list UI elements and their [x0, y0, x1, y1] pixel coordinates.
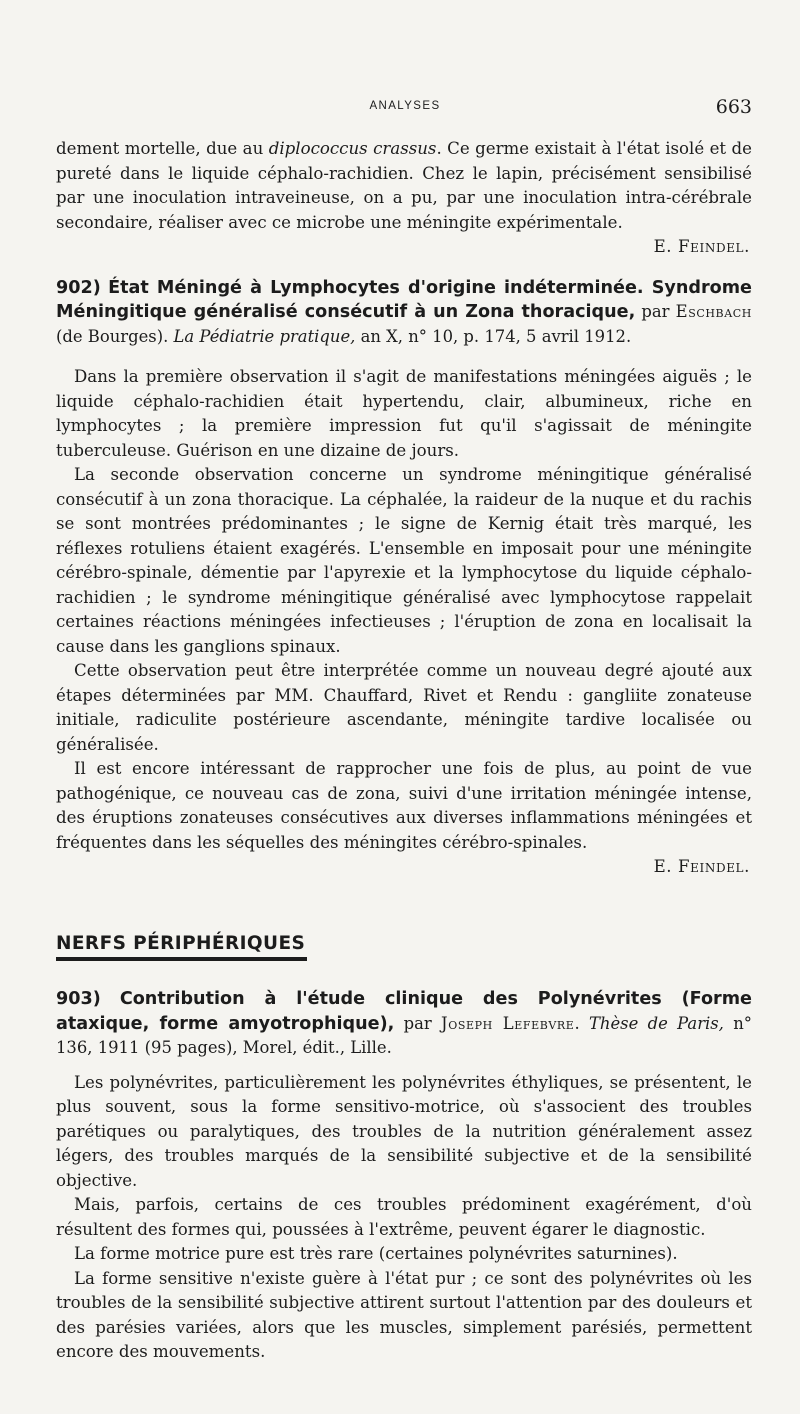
entry-903-heading: 903) Contribution à l'étude clinique des Polynévrites (Forme ataxique, forme amyotrophique), par Joseph Lefebvre. Thèse de Paris, n° 136, 1911 (95 pages), Morel, édit., Lille.: [56, 989, 752, 1057]
entry-903-number: 903): [56, 989, 101, 1009]
entry-902-number: 902): [56, 277, 101, 298]
signature-1: E. Feindel.: [653, 237, 750, 256]
abstract-paragraph: Dans la première observation il s'agit de manifestations méningées aiguës ; le liquide céphalo-rachidien était hypertendu, clair, albumineux, riche en lymphocytes ; la première impression fut qu'il s'agissait de méningite tuberculeuse. Guérison en une dizaine de jours.: [56, 367, 752, 460]
running-title: ANALYSES: [369, 100, 441, 112]
entry-903-abstract: [56, 1071, 752, 1365]
continuation-text-start: dement mortelle, due au: [56, 139, 269, 158]
entry-902: [56, 276, 752, 880]
continuation-paragraph: [56, 137, 752, 235]
abstract-paragraph: La forme sensitive n'existe guère à l'état pur ; ce sont des polynévrites où les troubles de la sensibilité subjective attirent surtout l'attention par des douleurs et des parésies variées, alors que les muscles, simplement parésiés, permettent encore des mouvements.: [56, 1268, 752, 1361]
entry-902-details: an X, n° 10, p. 174, 5 avril 1912.: [355, 326, 632, 346]
entry-903-title: Contribution à l'étude clinique des Polynévrites (Forme ataxique, forme amyotrophique),: [56, 989, 752, 1034]
abstract-paragraph: La forme motrice pure est très rare (certaines polynévrites saturnines).: [74, 1244, 678, 1263]
entry-902-author: Eschbach: [675, 302, 752, 321]
section-heading: NERFS PÉRIPHÉRIQUES: [56, 932, 307, 962]
abstract-paragraph: Les polynévrites, particulièrement les polynévrites éthyliques, se présentent, le plus souvent, sous la forme sensitivo-motrice, où s'associent des troubles parétiques ou paralytiques, des troubles de la nutrition généralement assez légers, des troubles marqués de la sensibilité subjective et de la sensibilité objective.: [56, 1072, 752, 1190]
germ-name: diplococcus crassus: [268, 139, 437, 158]
continuation-text-rest: . Ce germe existait à l'état isolé et de pureté dans le liquide céphalo-rachidien. Chez le lapin, précisément sensibilisé par une inoculation intraveineuse, on a pu, par une inoculation intra-cérébrale secondaire, réaliser avec ce microbe une méningite expérimentale.: [56, 139, 752, 232]
abstract-paragraph: Cette observation peut être interprétée comme un nouveau degré ajouté aux étapes déterminées par MM. Chauffard, Rivet et Rendu : gangliite zonateuse initiale, radiculite postérieure ascendante, méningite tardive localisée ou généralisée.: [56, 661, 752, 754]
page-number: 663: [715, 96, 752, 118]
entry-902-title: État Méningé à Lymphocytes d'origine indéterminée. Syndrome Méningitique généralisé consécutif à un Zona thoracique,: [56, 277, 752, 322]
entry-902-abstract: [56, 365, 752, 855]
running-header: [58, 96, 752, 124]
abstract-paragraph: Mais, parfois, certains de ces troubles prédominent exagérément, d'où résultent des formes qui, poussées à l'extrême, peuvent égarer le diagnostic.: [56, 1195, 752, 1239]
abstract-paragraph: La seconde observation concerne un syndrome méningitique généralisé consécutif à un zona thoracique. La céphalée, la raideur de la nuque et du rachis se sont montrées prédominantes ; le signe de Kernig était très marqué, les réflexes rotuliens étaient exagérés. L'ensemble en imposait pour une méningite cérébro-spinale, démentie par l'apyrexie et la lymphocytose du liquide céphalo-rachidien ; le syndrome méningitique généralisé avec lymphocytose rappelait certaines réactions méningées infectieuses ; l'éruption de zona en localisait la cause dans les ganglions spinaux.: [56, 465, 752, 656]
entry-903-details: n° 136, 1911 (95 pages), Morel, édit., Lille.: [56, 1013, 752, 1057]
entry-902-journal: La Pédiatrie pratique,: [173, 326, 356, 346]
signature-2: E. Feindel.: [653, 857, 750, 876]
entry-903-author: Joseph Lefebvre: [441, 1013, 575, 1033]
entry-902-heading: 902) État Méningé à Lymphocytes d'origine indéterminée. Syndrome Méningitique généralisé consécutif à un Zona thoracique, par Eschbach (de Bourges). La Pédiatrie pratique, an X, n° 10, p. 174, 5 avril 1912.: [56, 277, 752, 346]
page-body: [56, 137, 752, 1365]
entry-903: [56, 987, 752, 1365]
entry-903-journal: Thèse de Paris,: [588, 1013, 724, 1033]
abstract-paragraph: Il est encore intéressant de rapprocher une fois de plus, au point de vue pathogénique, ce nouveau cas de zona, suivi d'une irritation méningée intense, des éruptions zonateuses consécutives aux diverses inflammations méningées et fréquentes dans les séquelles des méningites cérébro-spinales.: [56, 759, 752, 852]
